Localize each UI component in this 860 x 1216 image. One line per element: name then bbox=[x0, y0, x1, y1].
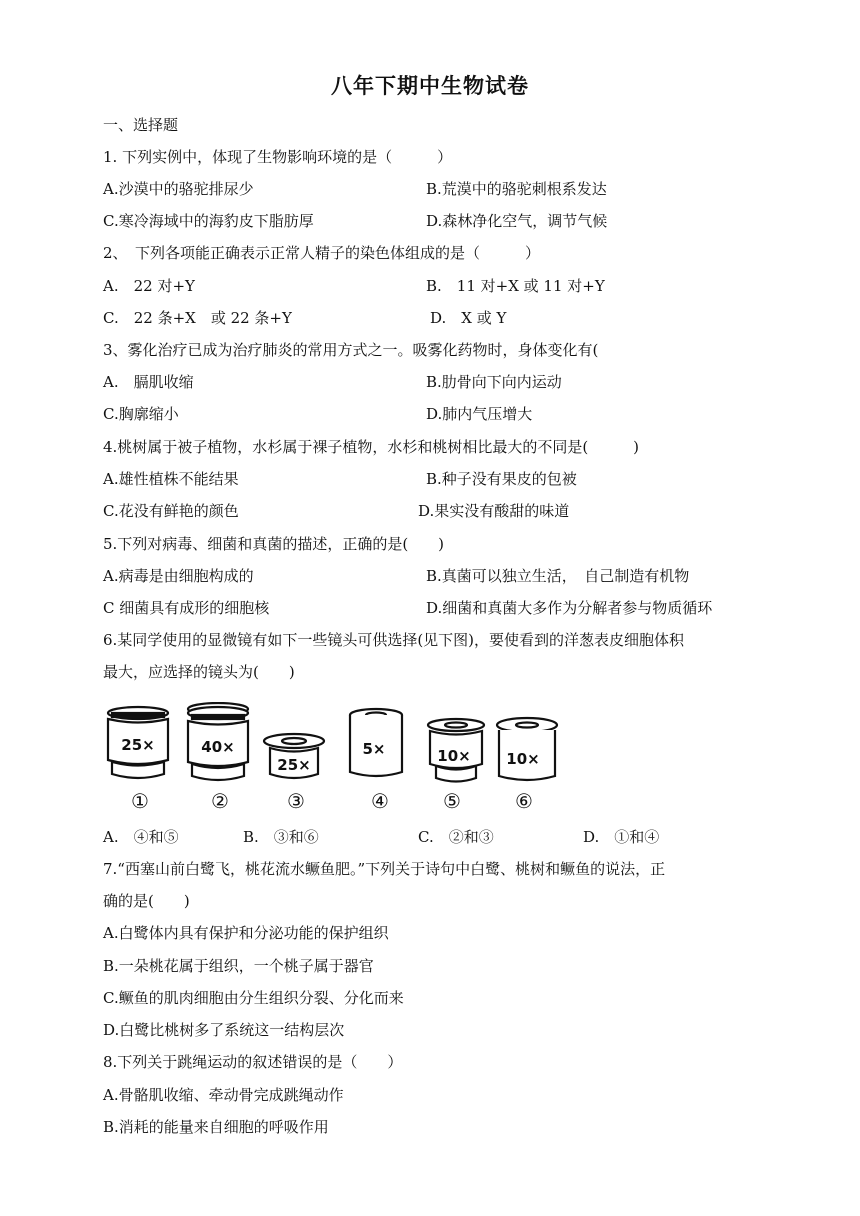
q2-option-c: C. 22 条+X 或 22 条+Y bbox=[103, 309, 292, 327]
lens-1-number: ① bbox=[131, 789, 149, 813]
lens-4-number: ④ bbox=[371, 789, 389, 813]
lens-5-magnification: 10× bbox=[437, 747, 471, 765]
q6-option-a: A. ④和⑤ bbox=[103, 828, 179, 846]
q5-stem: 5.下列对病毒、细菌和真菌的描述，正确的是( ) bbox=[103, 535, 445, 553]
page-title: 八年下期中生物试卷 bbox=[331, 73, 529, 98]
q6-option-b: B. ③和⑥ bbox=[243, 828, 319, 846]
q7-option-d: D.白鹭比桃树多了系统这一结构层次 bbox=[103, 1021, 345, 1039]
q1-stem: 1. 下列实例中，体现了生物影响环境的是（ ） bbox=[103, 148, 453, 166]
q5-option-d: D.细菌和真菌大多作为分解者参与物质循环 bbox=[426, 599, 713, 617]
q2-option-b: B. 11 对+X 或 11 对+Y bbox=[426, 277, 605, 295]
q3-option-c: C.胸廓缩小 bbox=[103, 405, 179, 423]
q5-option-c: C 细菌具有成形的细胞核 bbox=[103, 599, 270, 617]
q1-option-d: D.森林净化空气，调节气候 bbox=[426, 212, 608, 230]
lens-5-number: ⑤ bbox=[443, 789, 461, 813]
q7-option-b: B.一朵桃花属于组织，一个桃子属于器官 bbox=[103, 957, 374, 975]
q6-stem-line1: 6.某同学使用的显微镜有如下一些镜头可供选择(见下图)，要使看到的洋葱表皮细胞体积 bbox=[103, 631, 685, 649]
q3-option-d: D.肺内气压增大 bbox=[426, 405, 533, 423]
q4-option-a: A.雄性植株不能结果 bbox=[103, 470, 239, 488]
q6-option-c: C. ②和③ bbox=[418, 828, 494, 846]
q4-stem: 4.桃树属于被子植物，水杉属于裸子植物，水杉和桃树相比最大的不同是( ) bbox=[103, 438, 640, 456]
q4-option-c: C.花没有鲜艳的颜色 bbox=[103, 502, 239, 520]
lens-2-number: ② bbox=[211, 789, 229, 813]
q6-stem-line2: 最大，应选择的镜头为( ) bbox=[103, 663, 295, 681]
q8-option-a: A.骨骼肌收缩、牵动骨完成跳绳动作 bbox=[103, 1086, 344, 1104]
q2-stem: 2、 下列各项能正确表示正常人精子的染色体组成的是（ ） bbox=[103, 244, 541, 262]
q1-option-a: A.沙漠中的骆驼排尿少 bbox=[103, 180, 254, 198]
q4-option-b: B.种子没有果皮的包被 bbox=[426, 470, 577, 488]
q2-option-d: D. X 或 Y bbox=[430, 309, 507, 327]
lens-6-icon bbox=[497, 718, 557, 780]
q3-stem: 3、雾化治疗已成为治疗肺炎的常用方式之一。吸雾化药物时，身体变化有( bbox=[103, 341, 599, 359]
lens-2-magnification: 40× bbox=[201, 738, 235, 756]
q7-option-a: A.白鹭体内具有保护和分泌功能的保护组织 bbox=[103, 924, 389, 942]
q3-option-b: B.肋骨向下向内运动 bbox=[426, 373, 562, 391]
lens-3-number: ③ bbox=[287, 789, 305, 813]
q5-option-b: B.真菌可以独立生活， 自己制造有机物 bbox=[426, 567, 690, 585]
lens-4-magnification: 5× bbox=[362, 740, 386, 758]
q7-option-c: C.鳜鱼的肌肉细胞由分生组织分裂、分化而来 bbox=[103, 989, 404, 1007]
microscope-lenses-figure bbox=[100, 702, 570, 814]
q1-option-c: C.寒冷海域中的海豹皮下脂肪厚 bbox=[103, 212, 314, 230]
q3-option-a: A. 膈肌收缩 bbox=[103, 373, 194, 391]
q4-option-d: D.果实没有酸甜的味道 bbox=[418, 502, 570, 520]
q7-stem-line1: 7.“西塞山前白鹭飞，桃花流水鳜鱼肥。”下列关于诗句中白鹭、桃树和鳜鱼的说法，正 bbox=[103, 860, 666, 878]
lens-6-magnification: 10× bbox=[506, 750, 540, 768]
q7-stem-line2: 确的是( ) bbox=[103, 892, 190, 910]
q8-option-b: B.消耗的能量来自细胞的呼吸作用 bbox=[103, 1118, 329, 1136]
lens-6-number: ⑥ bbox=[515, 789, 533, 813]
section-heading: 一、选择题 bbox=[103, 116, 179, 134]
q5-option-a: A.病毒是由细胞构成的 bbox=[103, 567, 254, 585]
q2-option-a: A. 22 对+Y bbox=[103, 277, 195, 295]
lens-3-magnification: 25× bbox=[277, 756, 311, 774]
q8-stem: 8.下列关于跳绳运动的叙述错误的是（ ） bbox=[103, 1053, 403, 1071]
lens-1-magnification: 25× bbox=[121, 736, 155, 754]
q1-option-b: B.荒漠中的骆驼刺根系发达 bbox=[426, 180, 607, 198]
q6-option-d: D. ①和④ bbox=[583, 828, 660, 846]
